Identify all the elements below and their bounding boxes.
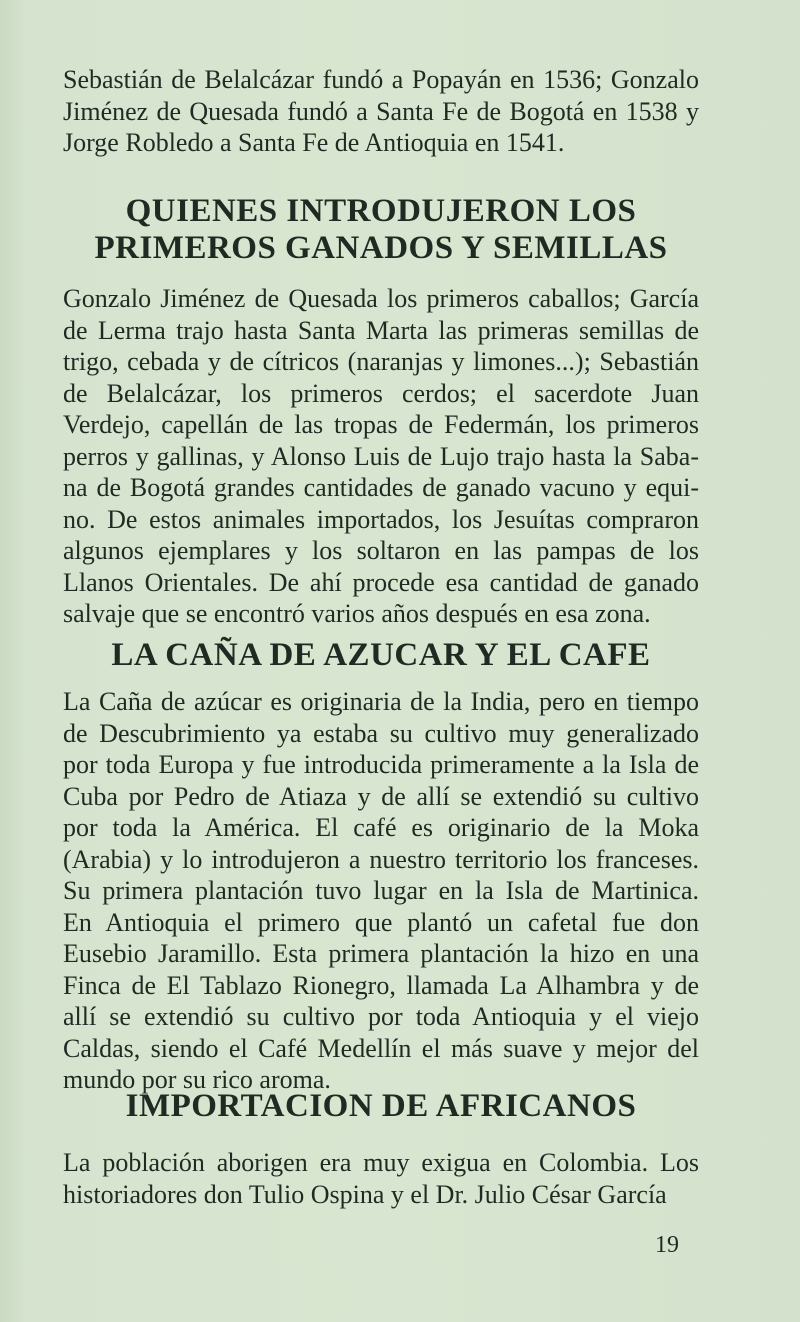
- heading-line: QUIENES INTRODUJERON LOS: [125, 193, 637, 229]
- text-line: na de Bogotá grandes cantidades de ganado vacuno y equi-: [63, 473, 699, 502]
- text-line: Cuba por Pedro de Atiaza y de allí se extendió su cultivo: [63, 781, 699, 811]
- text-line: Eusebio Jaramillo. Esta primera plantación la hizo en una: [63, 939, 699, 968]
- heading-line: IMPORTACION DE AFRICANOS: [125, 1088, 637, 1124]
- page-number: 19: [655, 1232, 679, 1258]
- text-line: de Belalcázar, los primeros cerdos; el sacerdote Juan: [63, 378, 699, 408]
- text-line: La población aborigen era muy exigua en Colombia. Los: [63, 1148, 699, 1177]
- text-line: Su primera plantación tuvo lugar en la Isla de Martinica.: [63, 876, 699, 905]
- text-line: En Antioquia el primero que plantó un cafetal fue don: [63, 907, 699, 937]
- text-line: allí se extendió su cultivo por toda Antioquia y el viejo: [63, 1002, 699, 1031]
- ganados-paragraph: [63, 283, 699, 630]
- text-line: Caldas, siendo el Café Medellín el más suave y mejor del: [63, 1033, 699, 1063]
- text-line: (Arabia) y lo introdujeron a nuestro territorio los franceses.: [63, 844, 699, 874]
- text-line: salvaje que se encontró varios años después en esa zona.: [63, 599, 651, 628]
- section-heading-cana-cafe: [63, 637, 699, 674]
- text-line: Sebastián de Belalcázar fundó a Popayán en 1536; Gonzalo: [63, 65, 699, 94]
- text-line: Jiménez de Quesada fundó a Santa Fe de Bogotá en 1538 y: [63, 96, 699, 126]
- text-line: Jorge Robledo a Santa Fe de Antioquia en 1541.: [63, 128, 565, 157]
- cana-cafe-paragraph: [63, 686, 699, 1096]
- text-line: Gonzalo Jiménez de Quesada los primeros caballos; García: [63, 284, 699, 313]
- africanos-paragraph: [63, 1147, 699, 1210]
- text-line: trigo, cebada y de cítricos (naranjas y limones...); Sebastián: [63, 347, 699, 376]
- intro-paragraph: [63, 64, 699, 159]
- text-line: por toda la América. El café es originario de la Moka: [63, 813, 699, 842]
- text-line: algunos ejemplares y los soltaron en las pampas de los: [63, 536, 699, 565]
- section-heading-africanos: [63, 1088, 699, 1125]
- text-line: Finca de El Tablazo Rionegro, llamada La Alhambra y de: [63, 970, 699, 1000]
- text-line: de Lerma trajo hasta Santa Marta las primeras semillas de: [63, 315, 699, 345]
- heading-line: LA CAÑA DE AZUCAR Y EL CAFE: [111, 637, 651, 673]
- text-line: mundo por su rico aroma.: [63, 1065, 331, 1094]
- heading-line: PRIMEROS GANADOS Y SEMILLAS: [94, 230, 668, 266]
- text-line: historiadores don Tulio Ospina y el Dr. Julio César García: [63, 1179, 667, 1209]
- text-line: Verdejo, capellán de las tropas de Federmán, los primeros: [63, 410, 699, 439]
- text-line: de Descubrimiento ya estaba su cultivo muy generalizado: [63, 718, 699, 748]
- text-line: La Caña de azúcar es originaria de la India, pero en tiempo: [63, 687, 699, 716]
- text-line: Llanos Orientales. De ahí procede esa cantidad de ganado: [63, 567, 699, 597]
- section-heading-ganados: [63, 193, 699, 267]
- text-line: perros y gallinas, y Alonso Luis de Lujo trajo hasta la Saba-: [63, 441, 699, 471]
- text-line: por toda Europa y fue introducida primeramente a la Isla de: [63, 750, 699, 779]
- text-line: no. De estos animales importados, los Jesuítas compraron: [63, 504, 699, 534]
